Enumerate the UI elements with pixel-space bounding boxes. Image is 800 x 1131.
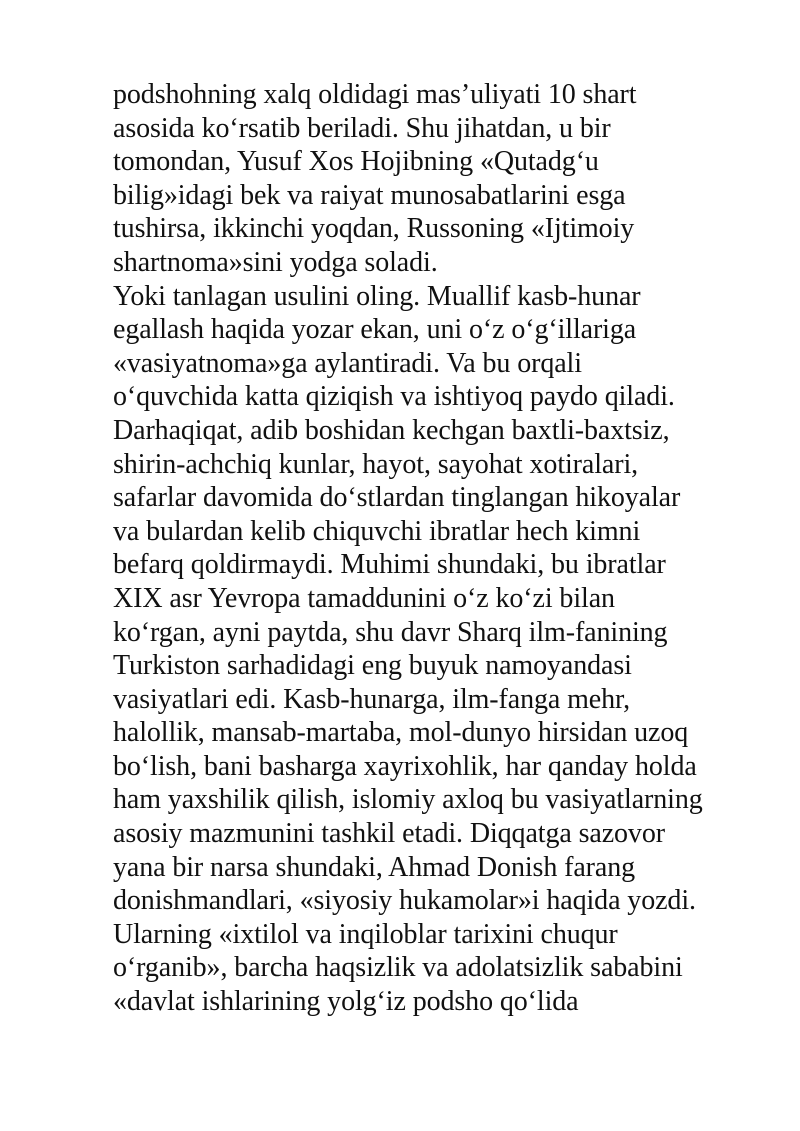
text-line: va bulardan kelib chiquvchi ibratlar hech kimni xyxy=(113,515,641,547)
text-line: asosida ko‘rsatib beriladi. Shu jihatdan, u bir xyxy=(113,112,611,144)
text-line: befarq qoldirmaydi. Muhimi shundaki, bu ibratlar xyxy=(113,549,666,581)
text-line: o‘rganib», barcha haqsizlik va adolatsizlik sababini xyxy=(113,952,683,984)
text-line: ham yaxshilik qilish, islomiy axloq bu vasiyatlarning xyxy=(113,784,703,816)
text-line: Darhaqiqat, adib boshidan kechgan baxtli-baxtsiz, xyxy=(113,414,670,446)
text-line: tomondan, Yusuf Xos Hojibning «Qutadg‘u xyxy=(113,146,599,178)
body-text xyxy=(113,78,773,1019)
text-line: Yoki tanlagan usulini oling. Muallif kasb-hunar xyxy=(113,280,641,312)
text-line: yana bir narsa shundaki, Ahmad Donish farang xyxy=(113,851,636,883)
text-line: safarlar davomida do‘stlardan tinglangan hikoyalar xyxy=(113,482,681,514)
text-line: donishmandlari, «siyosiy hukamolar»i haqida yozdi. xyxy=(113,885,696,917)
text-line: tushirsa, ikkinchi yoqdan, Russoning «Ijtimoiy xyxy=(113,213,635,245)
text-line: asosiy mazmunini tashkil etadi. Diqqatga sazovor xyxy=(113,818,665,850)
text-line: Ularning «ixtilol va inqiloblar tarixini chuqur xyxy=(113,918,618,950)
text-line: podshohning xalq oldidagi mas’uliyati 10 shart xyxy=(113,79,637,110)
text-line: egallash haqida yozar ekan, uni o‘z o‘g‘illariga xyxy=(113,314,637,346)
text-line: bo‘lish, bani basharga xayrixohlik, har qanday holda xyxy=(113,750,697,782)
text-line: bilig»idagi bek va raiyat munosabatlarini esga xyxy=(113,179,626,211)
text-line: ko‘rgan, ayni paytda, shu davr Sharq ilm-fanining xyxy=(113,616,668,648)
text-line: shartnoma»sini yodga soladi. xyxy=(113,246,438,278)
text-line: vasiyatlari edi. Kasb-hunarga, ilm-fanga mehr, xyxy=(113,683,631,715)
text-line: halollik, mansab-martaba, mol-dunyo hirsidan uzoq xyxy=(113,717,689,749)
text-line: «davlat ishlarining yolg‘iz podsho qo‘lida xyxy=(113,986,579,1018)
text-line: Turkiston sarhadidagi eng buyuk namoyandasi xyxy=(113,650,632,682)
text-line: XIX asr Yevropa tamaddunini o‘z ko‘zi bilan xyxy=(113,582,615,614)
text-line: shirin-achchiq kunlar, hayot, sayohat xotiralari, xyxy=(113,448,639,480)
text-line: o‘quvchida katta qiziqish va ishtiyoq paydo qiladi. xyxy=(113,381,675,413)
text-line: «vasiyatnoma»ga aylantiradi. Va bu orqali xyxy=(113,347,582,379)
